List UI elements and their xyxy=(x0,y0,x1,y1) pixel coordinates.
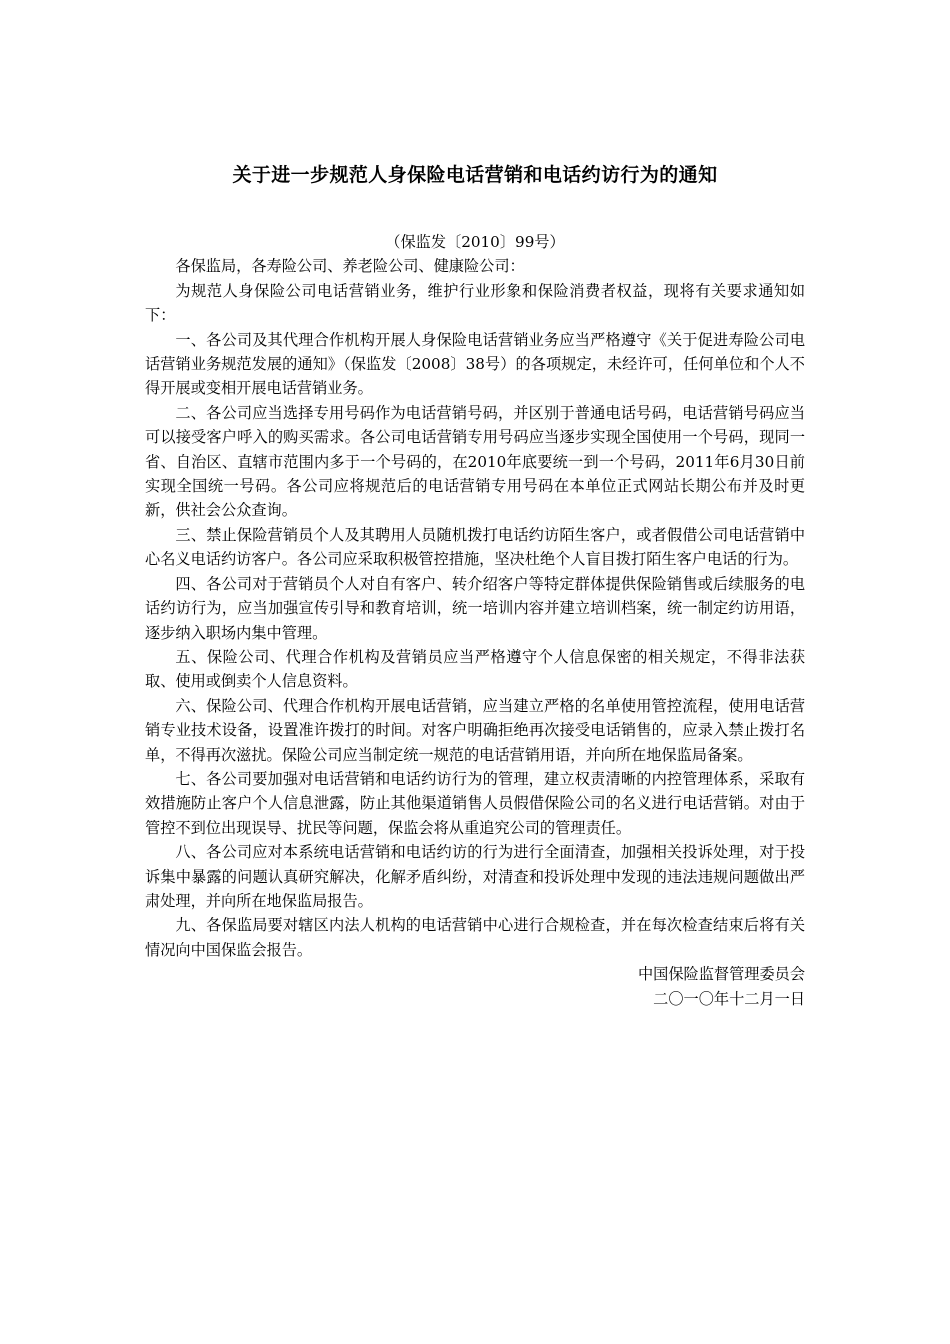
document-body xyxy=(145,230,805,1011)
paragraph-intro: 为规范人身保险公司电话营销业务，维护行业形象和保险消费者权益，现将有关要求通知如下： xyxy=(145,281,805,325)
salutation: 各保监局，各寿险公司、养老险公司、健康险公司： xyxy=(175,257,525,276)
paragraph-item-4: 四、各公司对于营销员个人对自有客户、转介绍客户等特定群体提供保险销售或后续服务的电话约访行为，应当加强宣传引导和教育培训，统一培训内容并建立培训档案，统一制定约访用语，逐步纳入职场内集中管理。 xyxy=(145,574,805,642)
paragraph-item-2: 二、各公司应当选择专用号码作为电话营销号码，并区别于普通电话号码，电话营销号码应当可以接受客户呼入的购买需求。各公司电话营销专用号码应当逐步实现全国使用一个号码，现同一省、自治区、直辖市范围内多于一个号码的，在2010年底要统一到一个号码，2011年6月30日前实现全国统一号码。各公司应将规范后的电话营销专用号码在本单位正式网站长期公布并及时更新，供社会公众查询。 xyxy=(145,403,805,520)
document-title: 关于进一步规范人身保险电话营销和电话约访行为的通知 xyxy=(232,163,718,186)
paragraph-item-6: 六、保险公司、代理合作机构开展电话营销，应当建立严格的名单使用管控流程，使用电话营销专业技术设备，设置准许拨打的时间。对客户明确拒绝再次接受电话销售的，应录入禁止拨打名单，不得再次滋扰。保险公司应当制定统一规范的电话营销用语，并向所在地保监局备案。 xyxy=(145,696,805,764)
issuer-signature: 中国保险监督管理委员会 xyxy=(637,965,805,984)
paragraph-item-8: 八、各公司应对本系统电话营销和电话约访的行为进行全面清查，加强相关投诉处理，对于投诉集中暴露的问题认真研究解决，化解矛盾纠纷，对清查和投诉处理中发现的违法违规问题做出严肃处理，并向所在地保监局报告。 xyxy=(145,843,805,910)
paragraph-item-3: 三、禁止保险营销员个人及其聘用人员随机拨打电话约访陌生客户，或者假借公司电话营销中心名义电话约访客户。各公司应采取积极管控措施，坚决杜绝个人盲目拨打陌生客户电话的行为。 xyxy=(145,525,805,569)
issue-date: 二〇一〇年十二月一日 xyxy=(653,989,805,1008)
document-number: （保监发〔2010〕99号） xyxy=(385,233,565,251)
paragraph-item-5: 五、保险公司、代理合作机构及营销员应当严格遵守个人信息保密的相关规定，不得非法获取、使用或倒卖个人信息资料。 xyxy=(145,647,805,691)
paragraph-item-1: 一、各公司及其代理合作机构开展人身保险电话营销业务应当严格遵守《关于促进寿险公司电话营销业务规范发展的通知》（保监发〔2008〕38号）的各项规定，未经许可，任何单位和个人不得开展或变相开展电话营销业务。 xyxy=(145,330,805,398)
paragraph-item-9: 九、各保监局要对辖区内法人机构的电话营销中心进行合规检查，并在每次检查结束后将有关情况向中国保监会报告。 xyxy=(145,916,805,959)
paragraph-item-7: 七、各公司要加强对电话营销和电话约访行为的管理，建立权责清晰的内控管理体系，采取有效措施防止客户个人信息泄露，防止其他渠道销售人员假借保险公司的名义进行电话营销。对由于管控不到位出现误导、扰民等问题，保监会将从重追究公司的管理责任。 xyxy=(145,769,805,837)
